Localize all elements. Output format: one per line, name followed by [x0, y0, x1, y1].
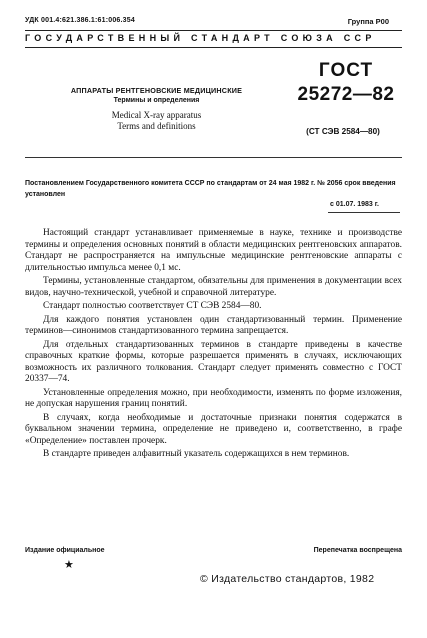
title-divider — [25, 157, 402, 158]
st-sev-reference: (СТ СЭВ 2584—80) — [306, 127, 380, 136]
gost-number: 25272—82 — [297, 84, 395, 105]
english-title-line1: Medical X-ray apparatus — [111, 110, 202, 120]
group-code: Группа Р00 — [347, 17, 389, 26]
document-body — [25, 228, 402, 461]
reprint-prohibited-label: Перепечатка воспрещена — [313, 547, 402, 554]
banner-bottom-rule — [25, 47, 402, 48]
publisher-copyright: © Издательство стандартов, 1982 — [200, 573, 375, 585]
document-title: АППАРАТЫ РЕНТГЕНОВСКИЕ МЕДИЦИНСКИЕ — [70, 86, 243, 95]
paragraph: Термины, установленные стандартом, обязательны для применения в документации всех видов, научно-технической, учебной и справочной литературе. — [25, 276, 402, 298]
paragraph: В стандарте приведен алфавитный указатель содержащихся в нем терминов. — [43, 449, 350, 459]
paragraph: В случаях, когда необходимые и достаточные признаки понятия содержатся в буквальном значении термина, определение не приведено и, соответственно, в графе «Определение» поставлен прочерк. — [25, 412, 402, 446]
effective-date: с 01.07. 1983 г. — [330, 201, 379, 208]
top-rule — [25, 30, 402, 31]
decree-text: Постановлением Государственного комитета СССР по стандартам от 24 мая 1982 г. № 2056 срок введения установлен — [25, 180, 396, 198]
date-underline — [328, 212, 400, 213]
english-title-line2: Terms and definitions — [117, 121, 196, 131]
official-edition-label: Издание официальное — [25, 547, 105, 554]
gost-label: ГОСТ — [318, 60, 374, 81]
paragraph: Для каждого понятия установлен один стандартизованный термин. Применение терминов—синонимов стандартизованного термина запрещается. — [25, 314, 402, 336]
paragraph: Стандарт полностью соответствует СТ СЭВ 2584—80. — [43, 301, 262, 311]
state-standard-banner: ГОСУДАРСТВЕННЫЙ СТАНДАРТ СОЮЗА ССР — [25, 33, 376, 43]
paragraph: Для отдельных стандартизованных терминов в стандарте приведены в качестве справочных краткие формы, которые разрешается применять в случаях, исключающих возможность их различного толкования. Стандарт следует применять совместно с ГОСТ 20337—74. — [25, 339, 402, 384]
star-icon: ★ — [64, 559, 74, 571]
udk-code: УДК 001.4:621.386.1:61:006.354 — [25, 17, 135, 24]
document-subtitle: Термины и определения — [113, 97, 200, 104]
paragraph: Установленные определения можно, при необходимости, изменять по форме изложения, не допуская нарушения границ понятий. — [25, 387, 402, 409]
paragraph: Настоящий стандарт устанавливает применяемые в науке, технике и производстве термины и определения основных понятий в области медицинских рентгеновских аппаратов. Стандарт не распространяется на импульсные медицинские рентгеновские аппараты с длительностью импульса менее 0,1 мс. — [25, 228, 402, 273]
english-title — [34, 110, 279, 132]
